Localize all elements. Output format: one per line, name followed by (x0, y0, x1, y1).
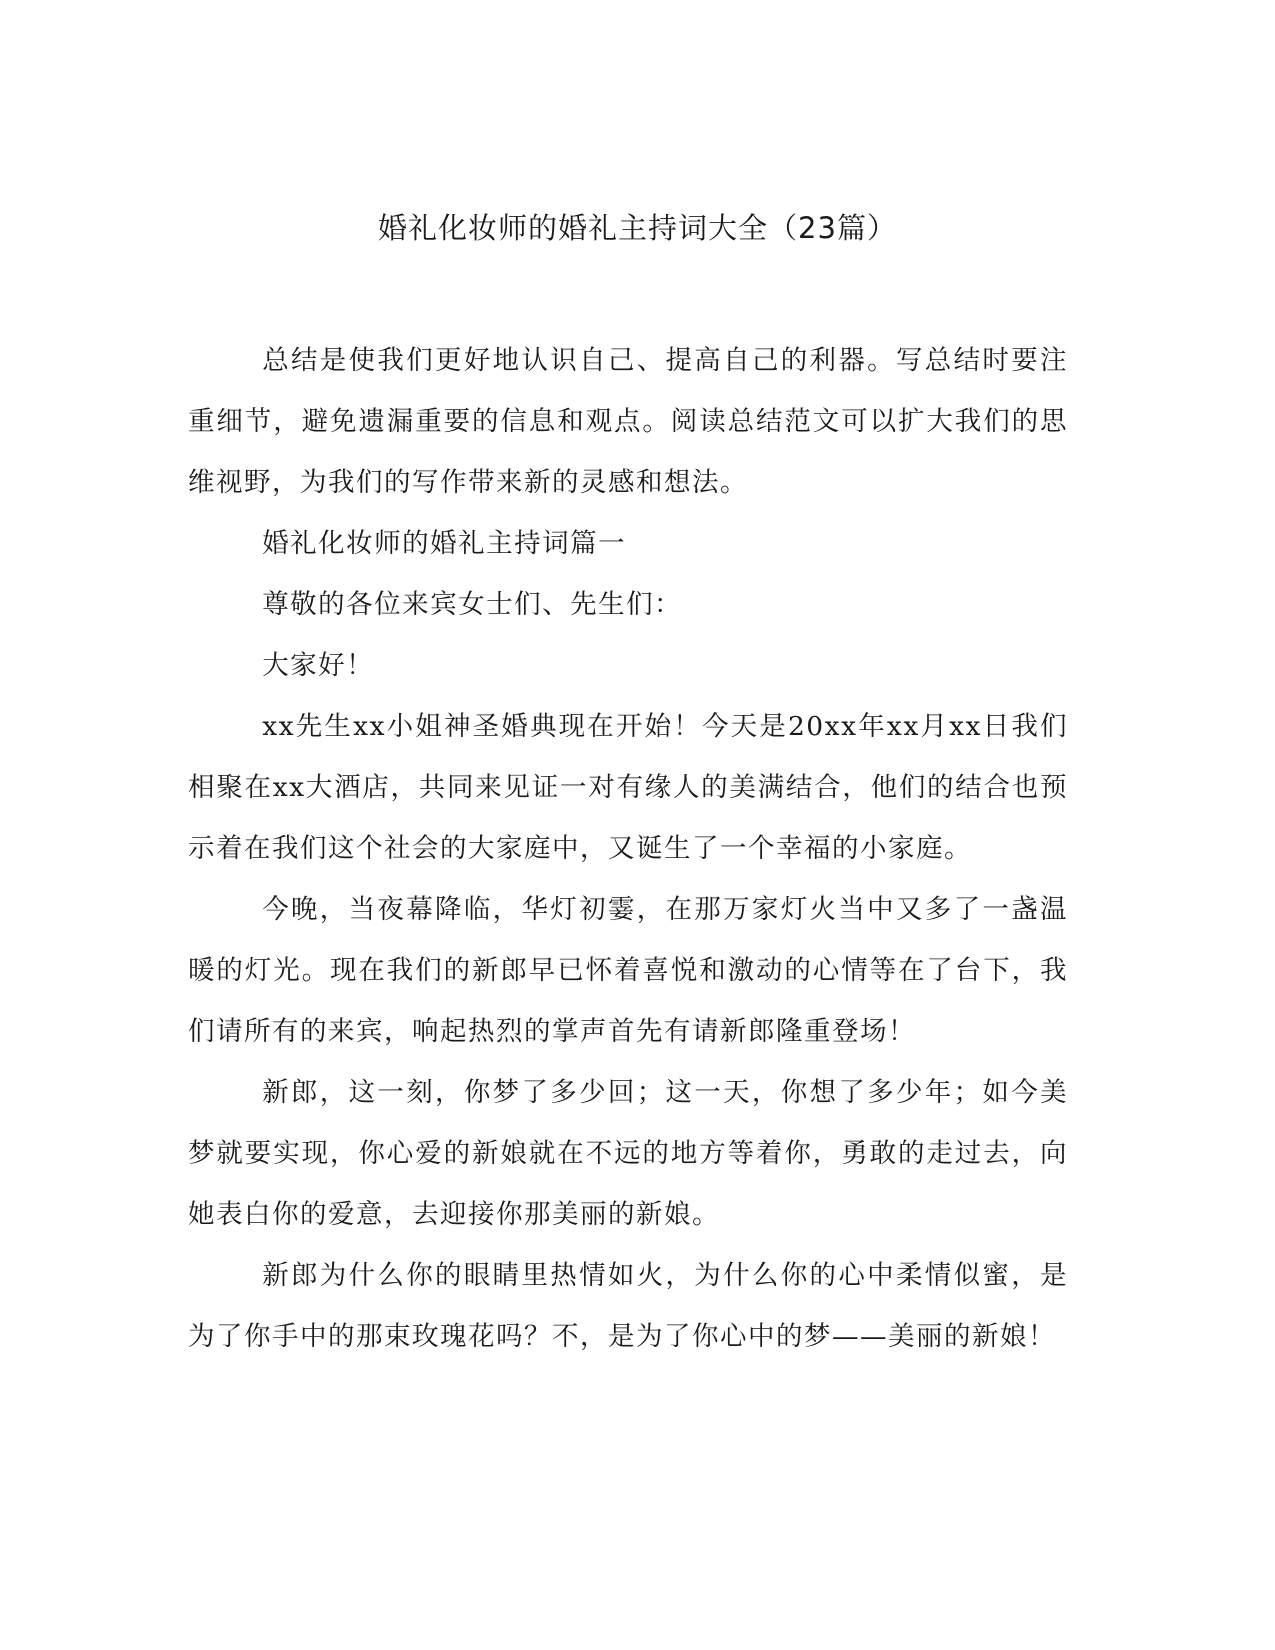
paragraph-intro: 总结是使我们更好地认识自己、提高自己的利器。写总结时要注重细节，避免遗漏重要的信息和观点。阅读总结范文可以扩大我们的思维视野，为我们的写作带来新的灵感和想法。 (188, 345, 1068, 498)
paragraph-bride: 新郎为什么你的眼睛里热情如火，为什么你的心中柔情似蜜，是为了你手中的那束玫瑰花吗？不，是为了你心中的梦——美丽的新娘！ (188, 1260, 1068, 1352)
document-title: 婚礼化妆师的婚礼主持词大全（23篇） (378, 211, 897, 245)
paragraph-groom: 新郎，这一刻，你梦了多少回；这一天，你想了多少年；如今美梦就要实现，你心爱的新娘就在不远的地方等着你，勇敢的走过去，向她表白你的爱意，去迎接你那美丽的新娘。 (188, 1077, 1068, 1230)
paragraph-salutation: 尊敬的各位来宾女士们、先生们： (262, 589, 683, 620)
document-body (188, 330, 1068, 1367)
paragraph-opening: xx先生xx小姐神圣婚典现在开始！今天是20xx年xx月xx日我们相聚在xx大酒店，共同来见证一对有缘人的美满结合，他们的结合也预示着在我们这个社会的大家庭中，又诞生了一个幸福的小家庭。 (188, 711, 1068, 864)
paragraph-greeting: 大家好！ (262, 650, 375, 681)
section-heading: 婚礼化妆师的婚礼主持词篇一 (262, 528, 627, 559)
paragraph-evening: 今晚，当夜幕降临，华灯初霎，在那万家灯火当中又多了一盏温暖的灯光。现在我们的新郎早已怀着喜悦和激动的心情等在了台下，我们请所有的来宾，响起热烈的掌声首先有请新郎隆重登场！ (188, 894, 1068, 1047)
